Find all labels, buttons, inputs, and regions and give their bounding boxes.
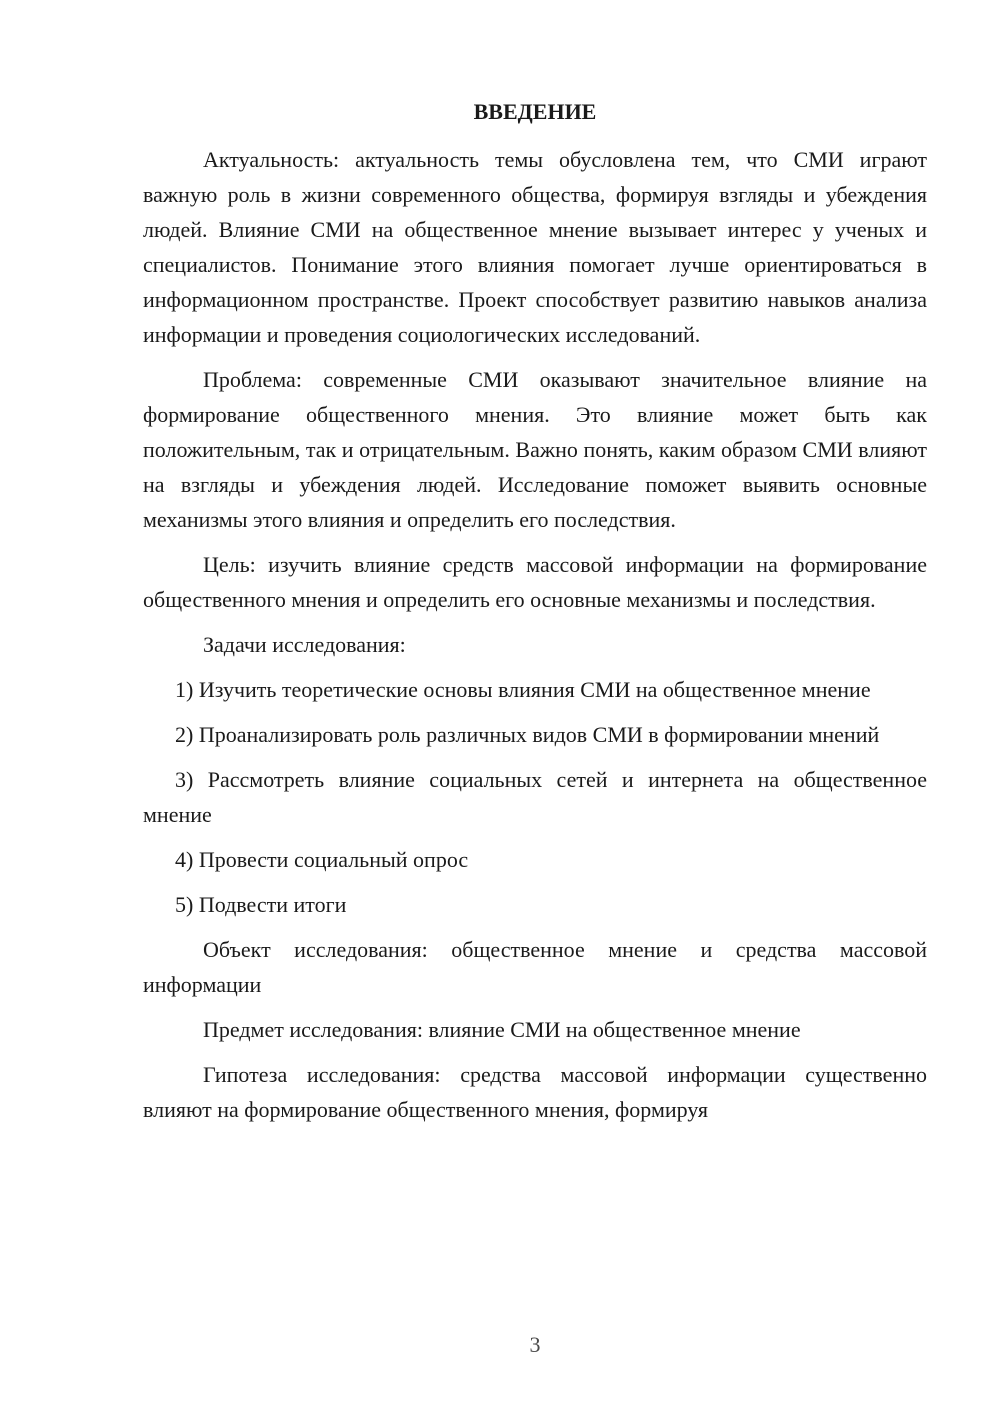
task-item-2: 2) Проанализировать роль различных видов СМИ в формировании мнений (175, 722, 880, 747)
page-number: 3 (529, 1332, 541, 1357)
paragraph-object: Объект исследования: общественное мнение и средства массовой информации (143, 937, 927, 997)
task-item-5: 5) Подвести итоги (175, 892, 347, 917)
paragraph-tasks-heading: Задачи исследования: (203, 632, 406, 657)
paragraph-relevance: Актуальность: актуальность темы обусловлена тем, что СМИ играют важную роль в жизни современного общества, формируя взгляды и убеждения людей. Влияние СМИ на общественное мнение вызывает интерес у ученых и специалистов. Понимание этого влияния помогает лучше ориентироваться в информационном пространстве. Проект способствует развитию навыков анализа информации и проведения социологических исследований. (143, 147, 927, 347)
page-title: ВВЕДЕНИЕ (473, 99, 597, 124)
paragraph-hypothesis: Гипотеза исследования: средства массовой информации существенно влияют на формирование общественного мнения, формируя (143, 1062, 927, 1122)
paragraph-subject: Предмет исследования: влияние СМИ на общественное мнение (203, 1017, 801, 1042)
page-body (143, 94, 927, 1127)
task-item-1: 1) Изучить теоретические основы влияния СМИ на общественное мнение (175, 677, 871, 702)
paragraph-goal: Цель: изучить влияние средств массовой информации на формирование общественного мнения и определить его основные механизмы и последствия. (143, 552, 927, 612)
paragraph-problem: Проблема: современные СМИ оказывают значительное влияние на формирование общественного мнения. Это влияние может быть как положительным, так и отрицательным. Важно понять, каким образом СМИ влияют на взгляды и убеждения людей. Исследование поможет выявить основные механизмы этого влияния и определить его последствия. (143, 367, 927, 532)
task-item-4: 4) Провести социальный опрос (175, 847, 469, 872)
task-item-3: 3) Рассмотреть влияние социальных сетей и интернета на общественное мнение (143, 767, 927, 827)
